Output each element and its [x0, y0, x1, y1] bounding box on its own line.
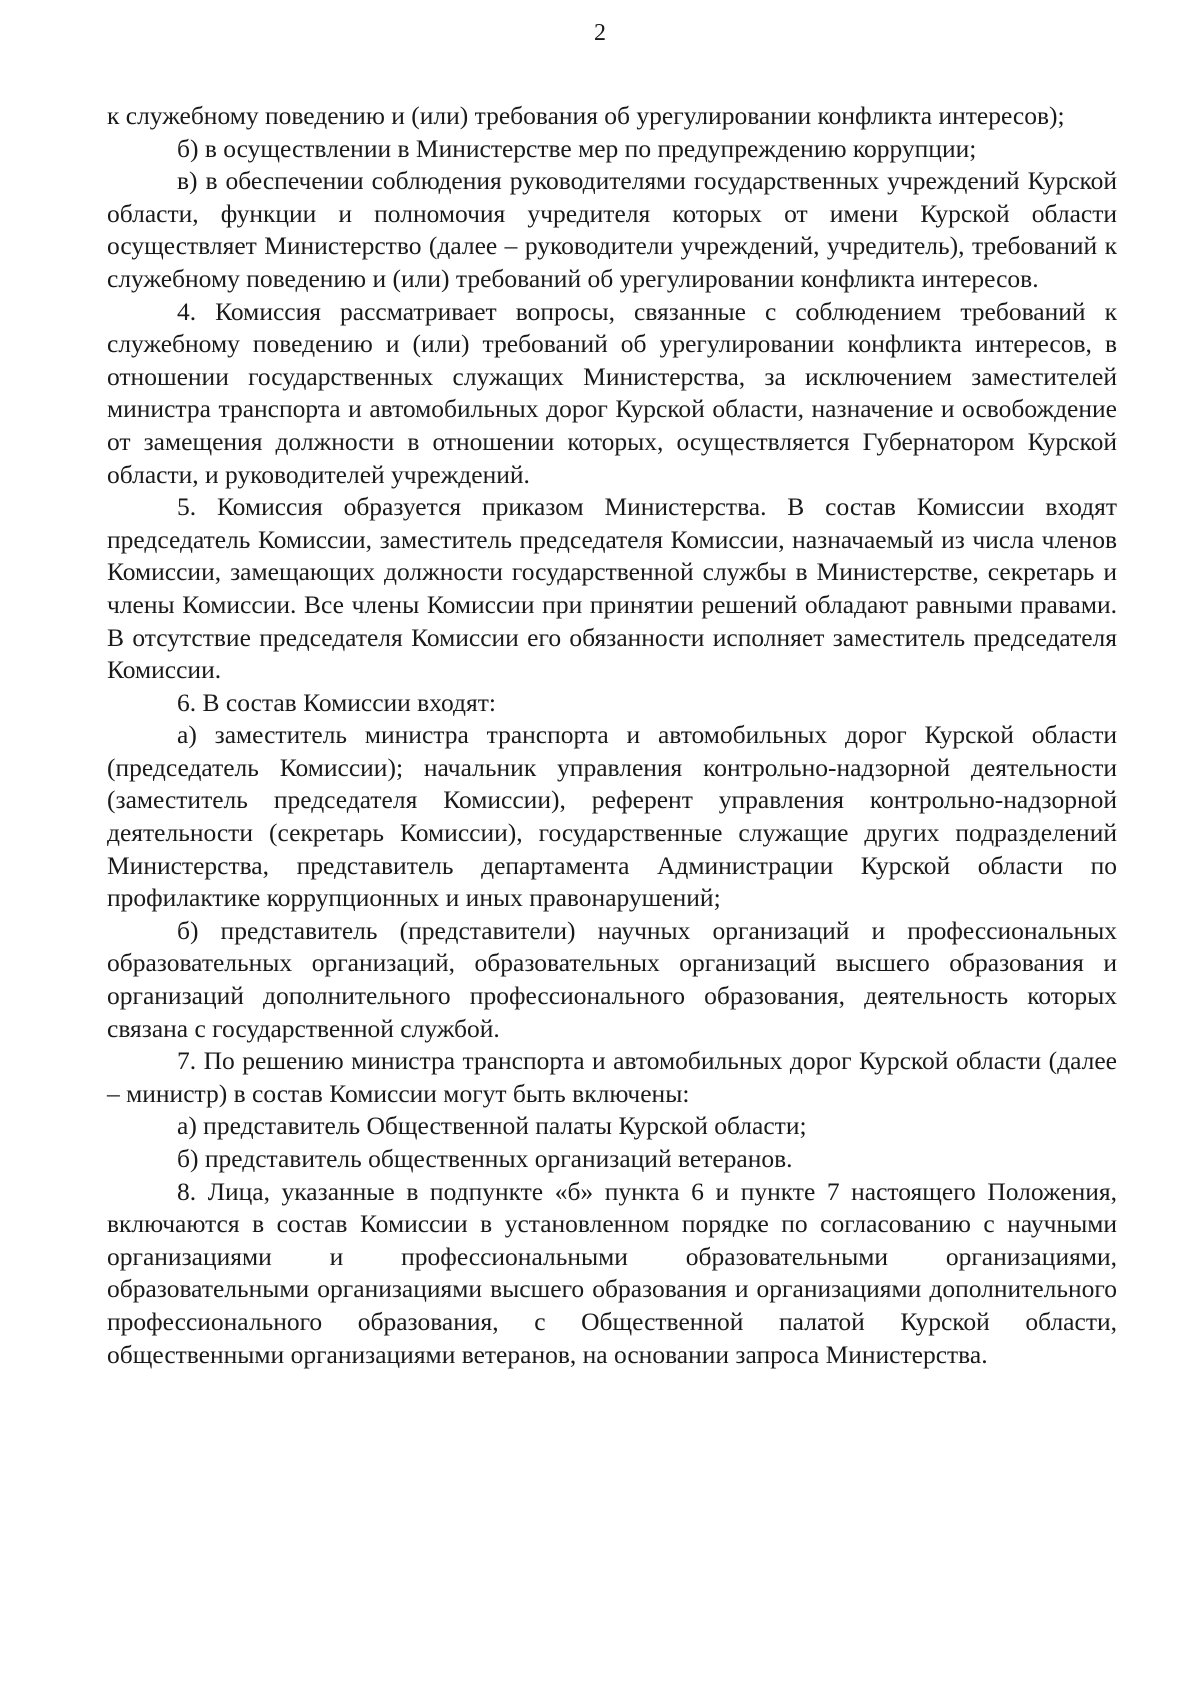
paragraph-subitem-b: б) в осуществлении в Министерстве мер по предупреждению коррупции; — [177, 133, 977, 163]
paragraph-item-6: 6. В состав Комиссии входят: — [177, 687, 496, 717]
paragraph-item-7-b: б) представитель общественных организаций ветеранов. — [177, 1144, 793, 1173]
document-body — [107, 100, 1117, 1371]
page-number: 2 — [594, 20, 606, 46]
paragraph-item-6-b: б) представитель (представители) научных организаций и профессиональных образовательных организаций, образовательных организаций высшего образования и организаций дополнительного профессионального образования, деятельность которых связана с государственной службой. — [107, 915, 1117, 1043]
paragraph-subitem-v: в) в обеспечении соблюдения руководителями государственных учреждений Курской области, функции и полномочия учредителя которых от имени Курской области осуществляет Министерство (далее – руководители учреждений, учредитель), требований к служебному поведению и (или) требований об урегулировании конфликта интересов. — [107, 166, 1117, 293]
paragraph-continuation: к служебному поведению и (или) требования об урегулировании конфликта интересов); — [107, 101, 1065, 130]
paragraph-item-4: 4. Комиссия рассматривает вопросы, связанные с соблюдением требований к служебному поведению и (или) требований об урегулировании конфликта интересов, в отношении государственных служащих Министерства, за исключением заместителей министра транспорта и автомобильных дорог Курской области, назначение и освобождение от замещения должности в отношении которых, осуществляется Губернатором Курской области, и руководителей учреждений. — [107, 296, 1117, 489]
paragraph-item-7-a: а) представитель Общественной палаты Курской области; — [177, 1111, 807, 1141]
paragraph-item-8: 8. Лица, указанные в подпункте «б» пункта 6 и пункте 7 настоящего Положения, включаются в состав Комиссии в установленном порядке по согласованию с научными организациями и профессиональными образовательными организациями, образовательными организациями высшего образования и организациями дополнительного профессионального образования, с Общественной палатой Курской области, общественными организациями ветеранов, на основании запроса Министерства. — [107, 1176, 1117, 1369]
paragraph-item-6-a: а) заместитель министра транспорта и автомобильных дорог Курской области (председатель Комиссии); начальник управления контрольно-надзорной деятельности (заместитель председателя Комиссии), референт управления контрольно-надзорной деятельности (секретарь Комиссии), государственные служащие других подразделений Министерства, представитель департамента Администрации Курской области по профилактике коррупционных и иных правонарушений; — [107, 720, 1117, 913]
paragraph-item-7: 7. По решению министра транспорта и автомобильных дорог Курской области (далее – министр) в состав Комиссии могут быть включены: — [107, 1046, 1117, 1108]
paragraph-item-5: 5. Комиссия образуется приказом Министерства. В состав Комиссии входят председатель Комиссии, заместитель председателя Комиссии, назначаемый из числа членов Комиссии, замещающих должности государственной службы в Министерстве, секретарь и члены Комиссии. Все члены Комиссии при принятии решений обладают равными правами. В отсутствие председателя Комиссии его обязанности исполняет заместитель председателя Комиссии. — [107, 492, 1117, 685]
